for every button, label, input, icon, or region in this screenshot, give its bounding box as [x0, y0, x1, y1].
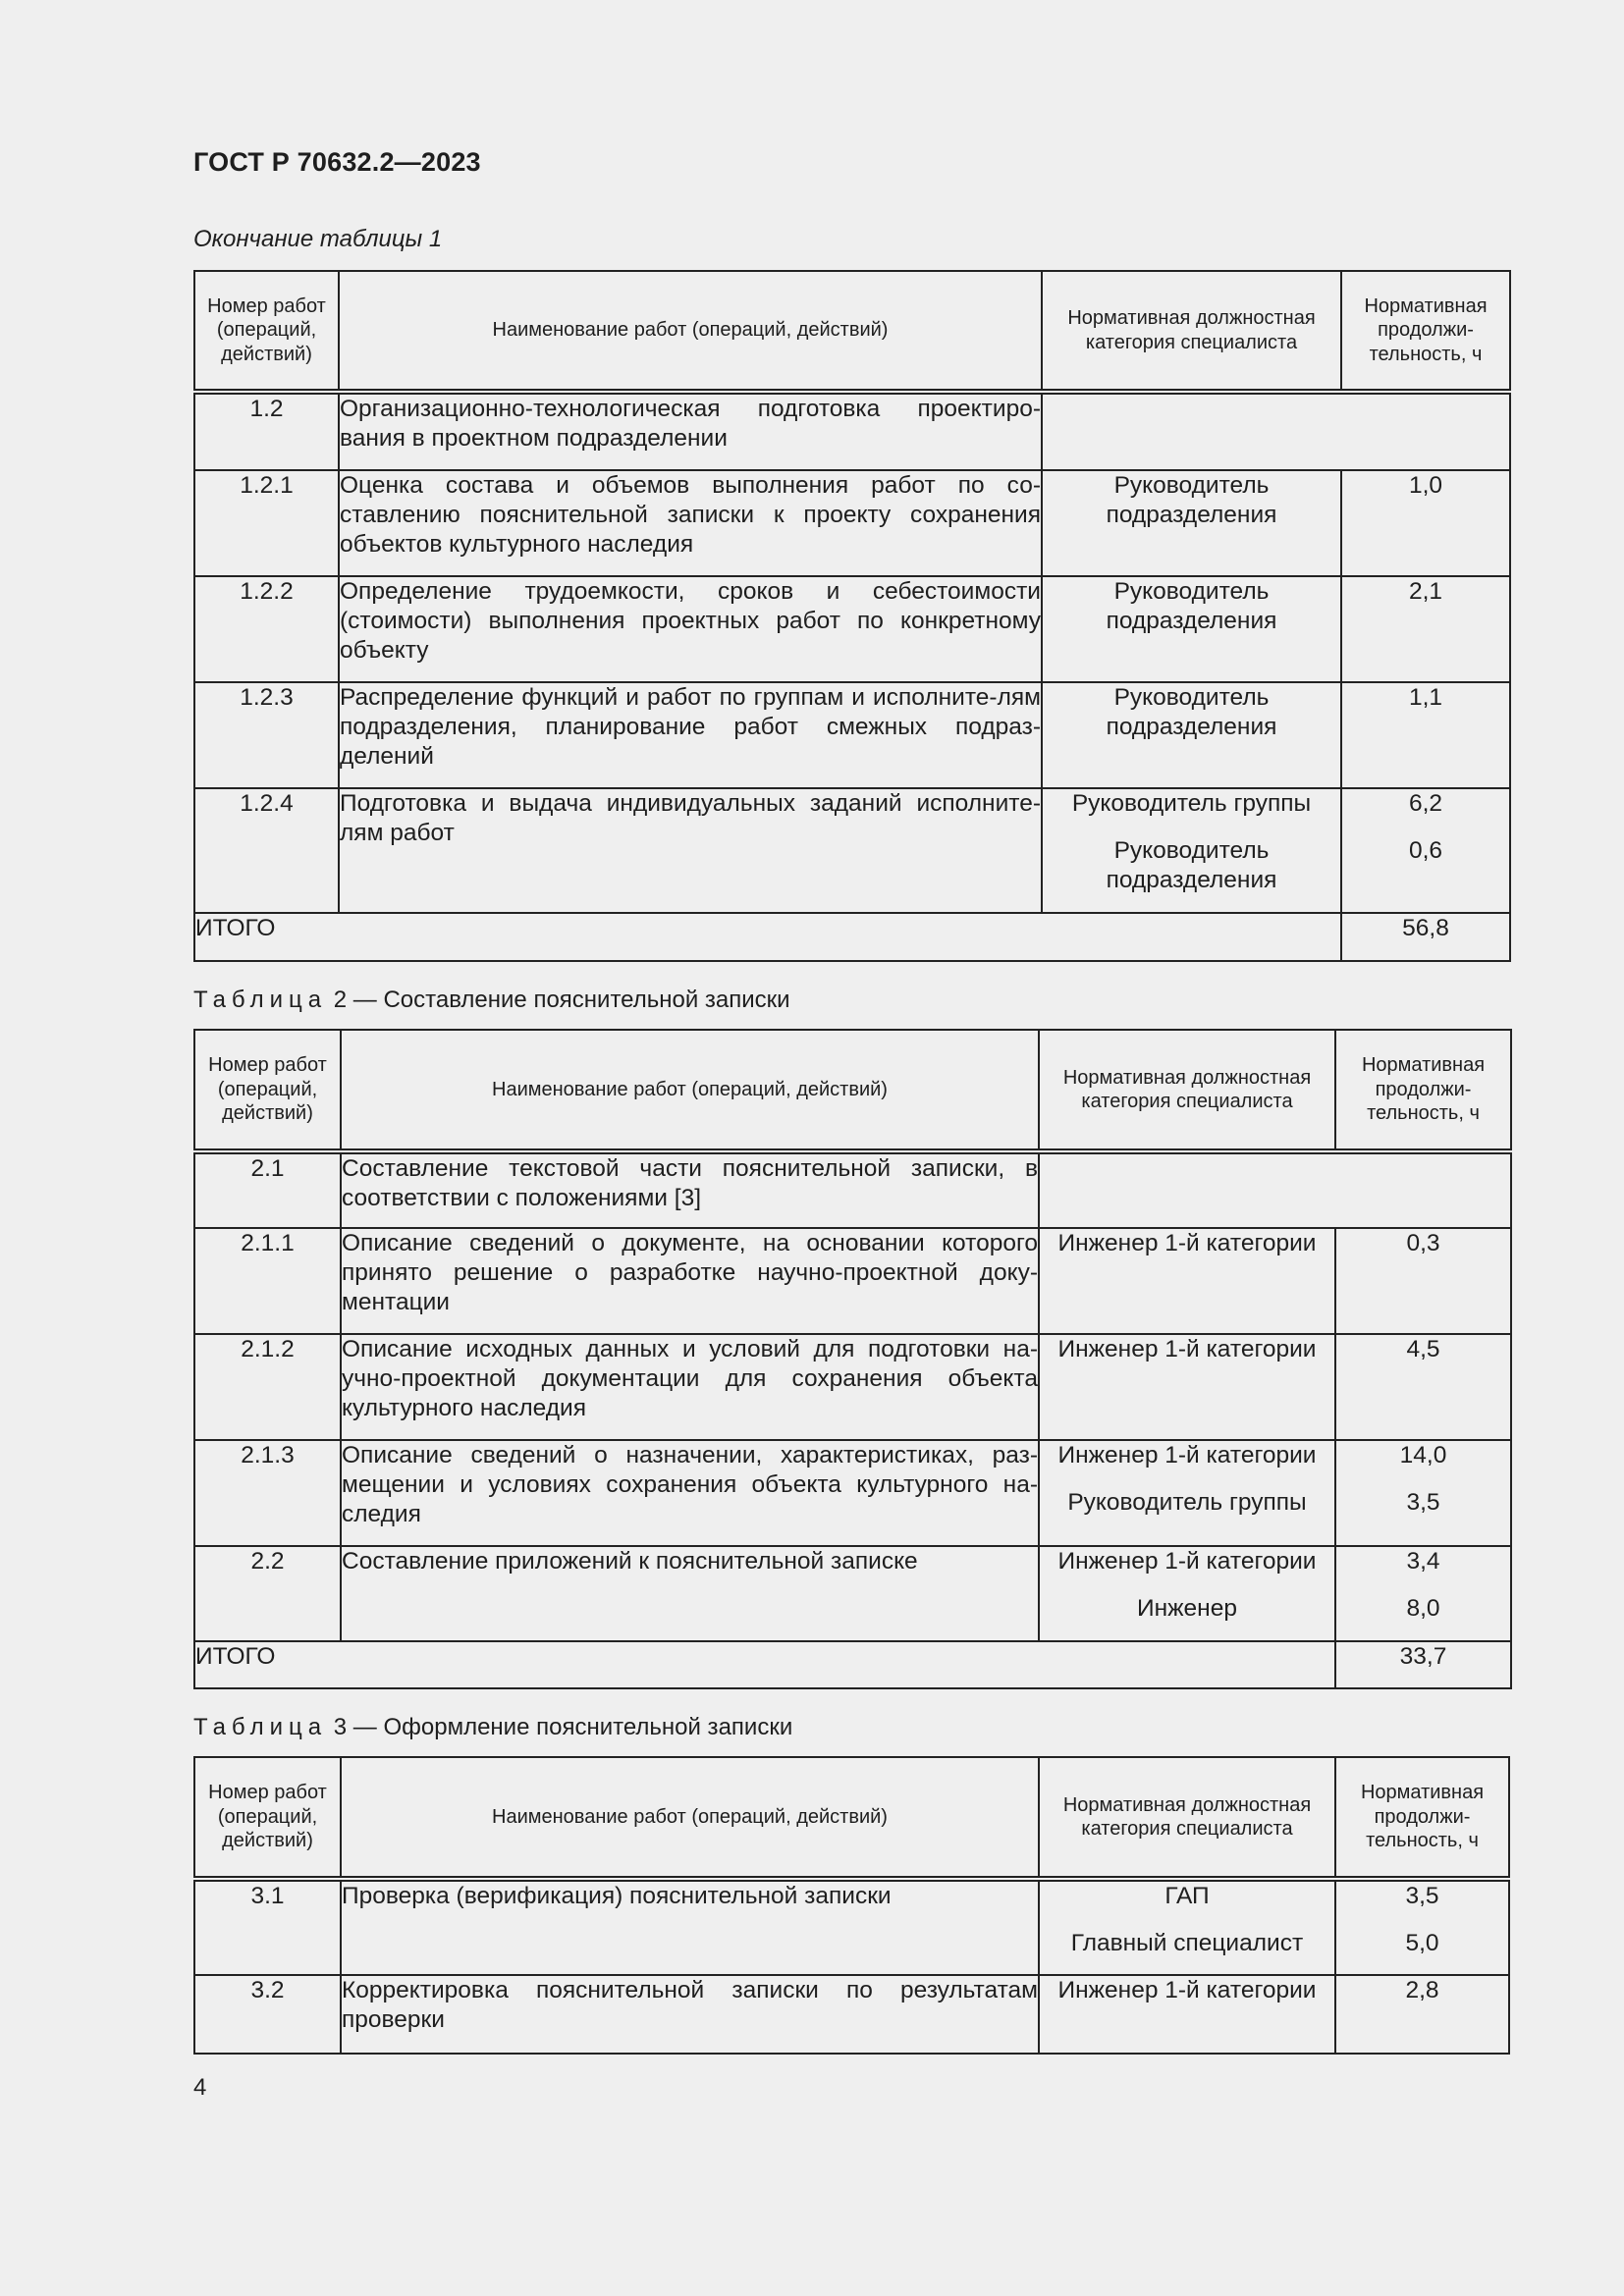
category-text: Инженер 1-й категории: [1057, 1336, 1317, 1362]
table2-caption-text: 2 — Составление пояснительной записки: [333, 987, 790, 1013]
table3-caption-text: 3 — Оформление пояснительной записки: [333, 1714, 793, 1740]
col-header-duration: Нормативная продолжи-тельность, ч: [1341, 271, 1510, 392]
col-header-category: Нормативная должностная категория специалиста: [1039, 1030, 1335, 1151]
category-text: Инженер 1-й категории: [1057, 1548, 1317, 1575]
table2-caption-label: Таблица: [193, 987, 328, 1013]
col-header-name: Наименование работ (операций, действий): [341, 1757, 1039, 1879]
category-text: Инженер: [1137, 1595, 1237, 1622]
row-num: 1.2: [194, 392, 339, 470]
row-num: 1.2.4: [194, 788, 339, 913]
duration-text: 5,0: [1405, 1930, 1439, 1956]
total-value: 33,7: [1335, 1641, 1511, 1688]
row-name: [341, 1151, 1039, 1228]
row-name: [341, 1975, 1039, 2054]
table-header-row: [194, 1030, 1511, 1151]
table-row: [194, 682, 1510, 788]
table3-caption-label: Таблица: [193, 1714, 328, 1740]
row-category: [1039, 1228, 1335, 1334]
row-category: [1039, 1546, 1335, 1641]
table-row: [194, 1440, 1511, 1546]
row-num: 1.2.1: [194, 470, 339, 576]
category-text: Инженер 1-й категории: [1057, 1230, 1317, 1256]
table-row: [194, 1546, 1511, 1641]
row-category: [1039, 1334, 1335, 1440]
duration-text: 1,1: [1408, 684, 1443, 711]
row-category: [1039, 1975, 1335, 2054]
category-text: ГАП: [1164, 1883, 1210, 1909]
row-name-text: Распределение функций и работ по группам и исполните-лям подразделения, планирование работ смежных подраз-делений: [340, 684, 1041, 770]
duration-text: 1,0: [1408, 472, 1443, 499]
row-name-text: Описание сведений о документе, на основании которого принято решение о разработке научно-проектной доку-ментации: [342, 1230, 1038, 1315]
duration-text: 0,6: [1408, 837, 1443, 864]
row-name-text: Корректировка пояснительной записки по результатам проверки: [342, 1977, 1038, 2033]
category-text: Главный специалист: [1070, 1930, 1304, 1956]
table2: [193, 1029, 1512, 1689]
col-header-num: Номер работ (операций, действий): [194, 1030, 341, 1151]
row-name-text: Подготовка и выдача индивидуальных заданий исполните-лям работ: [340, 790, 1041, 846]
duration-text: 3,5: [1406, 1489, 1440, 1516]
page-number: 4: [193, 2074, 207, 2101]
row-duration: [1341, 576, 1510, 682]
table-row: [194, 788, 1510, 913]
table-row: [194, 1879, 1509, 1975]
duration-text: 6,2: [1408, 790, 1443, 817]
row-name: [341, 1879, 1039, 1975]
row-duration: [1335, 1440, 1511, 1546]
category-text: Руководитель подразделения: [1106, 837, 1277, 893]
row-name: [341, 1228, 1039, 1334]
col-header-duration: Нормативная продолжи-тельность, ч: [1335, 1030, 1511, 1151]
table-row: [194, 1228, 1511, 1334]
table1: [193, 270, 1511, 962]
category-text: Инженер 1-й категории: [1057, 1442, 1317, 1468]
duration-text: 8,0: [1406, 1595, 1440, 1622]
total-row: [194, 913, 1510, 961]
table2-caption: [193, 987, 790, 1014]
category-text: Руководитель группы: [1067, 1489, 1307, 1516]
row-name-text: Описание исходных данных и условий для подготовки на-учно-проектной документации для сохранения объекта культурного наследия: [342, 1336, 1038, 1421]
category-text: Руководитель группы: [1071, 790, 1312, 817]
row-name: [339, 470, 1042, 576]
row-name: [339, 788, 1042, 913]
row-duration: [1341, 470, 1510, 576]
duration-text: 14,0: [1399, 1442, 1447, 1468]
row-name-text: Проверка (верификация) пояснительной записки: [342, 1883, 892, 1909]
row-num: 3.2: [194, 1975, 341, 2054]
category-text: Руководитель подразделения: [1106, 472, 1277, 528]
total-label: ИТОГО: [194, 913, 1341, 961]
row-empty-cell: [1039, 1151, 1511, 1228]
duration-text: 0,3: [1406, 1230, 1440, 1256]
row-name: [339, 392, 1042, 470]
row-category: [1042, 470, 1341, 576]
table-row: [194, 1151, 1511, 1228]
row-num: 2.1.1: [194, 1228, 341, 1334]
table-row: [194, 576, 1510, 682]
duration-text: 2,8: [1405, 1977, 1439, 2003]
col-header-category: Нормативная должностная категория специалиста: [1039, 1757, 1335, 1879]
table-row: [194, 392, 1510, 470]
col-header-name: Наименование работ (операций, действий): [339, 271, 1042, 392]
duration-text: 4,5: [1406, 1336, 1440, 1362]
duration-text: 2,1: [1408, 578, 1443, 605]
row-num: 1.2.2: [194, 576, 339, 682]
total-value: 56,8: [1341, 913, 1510, 961]
table-row: [194, 470, 1510, 576]
row-duration: [1335, 1879, 1509, 1975]
row-duration: [1335, 1975, 1509, 2054]
row-category: [1039, 1879, 1335, 1975]
row-name: [339, 576, 1042, 682]
table-row: [194, 1334, 1511, 1440]
table-row: [194, 1975, 1509, 2054]
row-category: [1042, 576, 1341, 682]
row-num: 2.2: [194, 1546, 341, 1641]
duration-text: 3,4: [1406, 1548, 1440, 1575]
table-header-row: [194, 271, 1510, 392]
row-category: [1039, 1440, 1335, 1546]
row-num: 2.1.3: [194, 1440, 341, 1546]
row-empty-cell: [1042, 392, 1510, 470]
row-name: [339, 682, 1042, 788]
row-name: [341, 1546, 1039, 1641]
row-category: [1042, 788, 1341, 913]
row-num: 2.1: [194, 1151, 341, 1228]
row-duration: [1335, 1334, 1511, 1440]
row-duration: [1341, 682, 1510, 788]
table3-caption: [193, 1714, 792, 1741]
category-text: Инженер 1-й категории: [1057, 1977, 1317, 2003]
col-header-num: Номер работ (операций, действий): [194, 1757, 341, 1879]
col-header-name: Наименование работ (операций, действий): [341, 1030, 1039, 1151]
duration-text: 3,5: [1405, 1883, 1439, 1909]
row-name-text: Организационно-технологическая подготовка проектиро-вания в проектном подразделении: [340, 396, 1041, 452]
row-name-text: Составление приложений к пояснительной записке: [342, 1548, 918, 1575]
row-duration: [1335, 1546, 1511, 1641]
col-header-duration: Нормативная продолжи-тельность, ч: [1335, 1757, 1509, 1879]
total-label: ИТОГО: [194, 1641, 1335, 1688]
total-row: [194, 1641, 1511, 1688]
table3: [193, 1756, 1510, 2055]
row-num: 2.1.2: [194, 1334, 341, 1440]
col-header-num: Номер работ (операций, действий): [194, 271, 339, 392]
table1-continuation-caption: Окончание таблицы 1: [193, 226, 443, 252]
category-text: Руководитель подразделения: [1106, 684, 1277, 740]
row-name-text: Составление текстовой части пояснительной записки, в соответствии с положениями [3]: [342, 1155, 1038, 1211]
row-name-text: Оценка состава и объемов выполнения работ по со-ставлению пояснительной записки к проекту сохранения объектов культурного наследия: [340, 472, 1041, 558]
row-num: 3.1: [194, 1879, 341, 1975]
row-name-text: Описание сведений о назначении, характеристиках, раз-мещении и условиях сохранения объекта культурного на-следия: [342, 1442, 1038, 1527]
row-duration: [1335, 1228, 1511, 1334]
row-category: [1042, 682, 1341, 788]
category-text: Руководитель подразделения: [1106, 578, 1277, 634]
row-name: [341, 1440, 1039, 1546]
col-header-category: Нормативная должностная категория специалиста: [1042, 271, 1341, 392]
document-header: ГОСТ Р 70632.2—2023: [193, 147, 481, 177]
table-header-row: [194, 1757, 1509, 1879]
row-name-text: Определение трудоемкости, сроков и себестоимости (стоимости) выполнения проектных работ по конкретному объекту: [340, 578, 1041, 664]
row-duration: [1341, 788, 1510, 913]
row-num: 1.2.3: [194, 682, 339, 788]
row-name: [341, 1334, 1039, 1440]
